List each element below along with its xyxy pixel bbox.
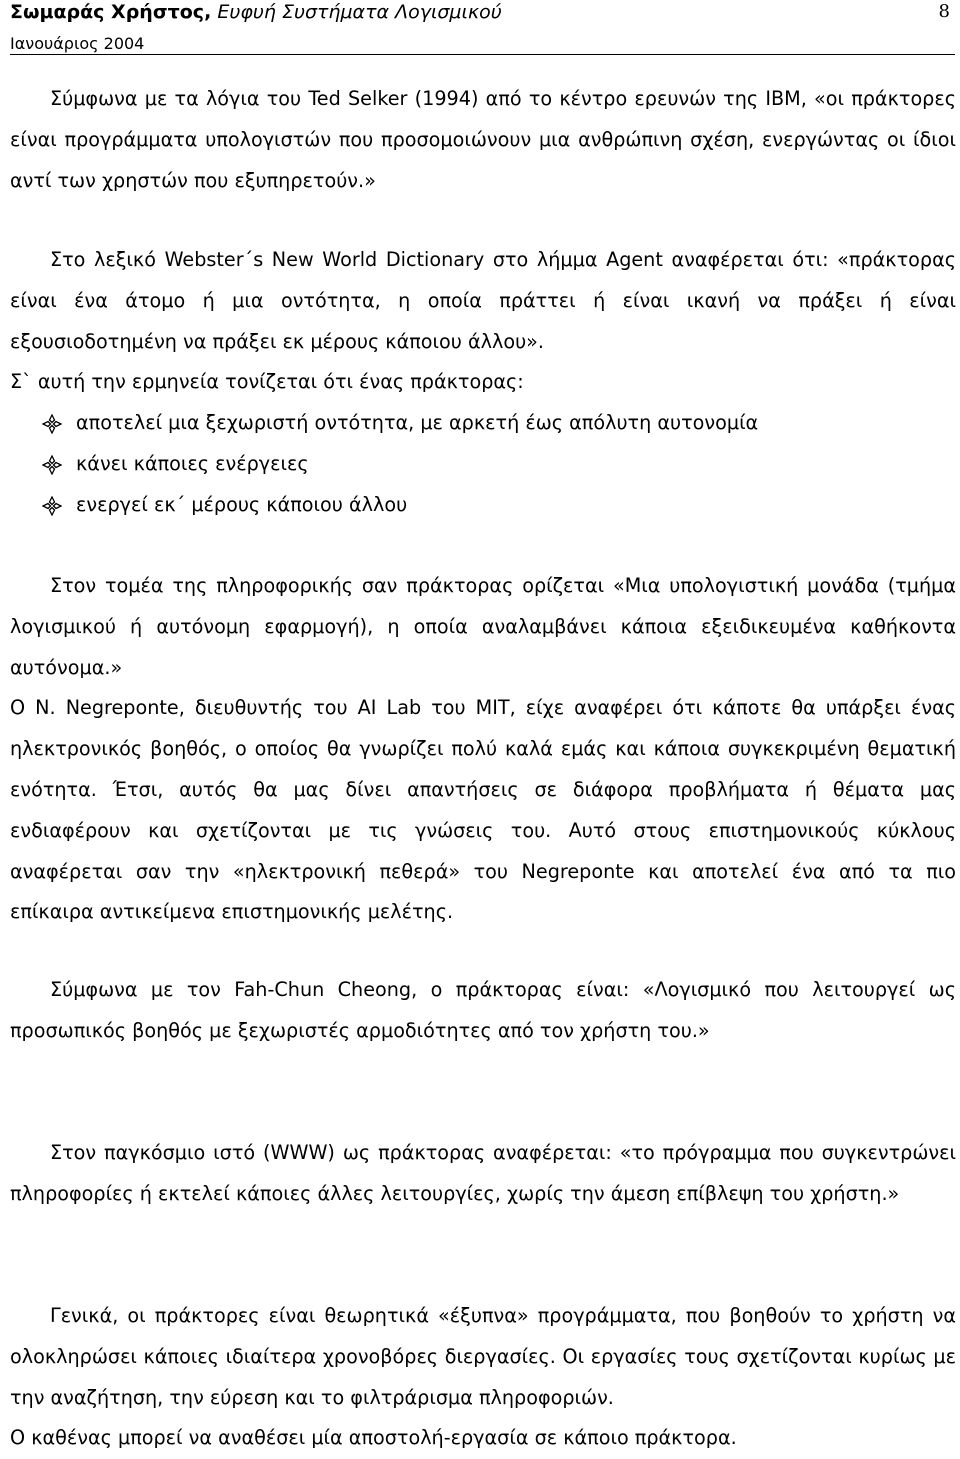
list-item bbox=[10, 485, 956, 526]
paragraph-interpretation: Σ` αυτή την ερμηνεία τονίζεται ότι ένας πράκτορας: bbox=[10, 370, 524, 394]
list-item bbox=[10, 444, 956, 485]
header-subtitle: Ευφυή Συστήματα Λογισμικού bbox=[217, 1, 502, 23]
list-item bbox=[10, 403, 956, 444]
paragraph-block-selker bbox=[10, 79, 956, 201]
bullet-text: αποτελεί μια ξεχωριστή οντότητα, με αρκετή έως απόλυτη αυτονομία bbox=[76, 411, 759, 435]
paragraph-block-cheong bbox=[10, 970, 956, 1052]
paragraph-block-general bbox=[10, 1296, 956, 1459]
bullet-text: ενεργεί εκ΄ μέρους κάποιου άλλου bbox=[76, 492, 408, 516]
diamond-bullet-icon bbox=[42, 455, 62, 475]
paragraph-negroponte: Ο Ν. Negreponte, διευθυντής του AI Lab του MIT, είχε αναφέρει ότι κάποτε θα υπάρξει ένας ηλεκτρονικός βοηθός, ο οποίος θα γνωρίζει πολύ καλά εμάς και κάποια συγκεκριμένη θεματική ενότητα. Έτσι, αυτός θα μας δίνει απαντήσεις σε διάφορα προβλήματα ή θέματα μας ενδιαφέρουν και σχετίζονται με τις γνώσεις του. Αυτό στους επιστημονικούς κύκλους αναφέρεται σαν την «ηλεκτρονική πεθερά» του Negreponte και αποτελεί ένα από τα πιο επίκαιρα αντικείμενα επιστημονικής μελέτης. bbox=[10, 696, 956, 924]
header-title bbox=[10, 1, 502, 23]
bullet-list bbox=[10, 403, 956, 525]
paragraph-selker: Σύμφωνα με τα λόγια του Ted Selker (1994) από το κέντρο ερευνών της IBM, «οι πράκτορες είναι προγράμματα υπολογιστών που προσομοιώνουν μια ανθρώπινη σχέση, ενεργώντας οι ίδιοι αντί των χρηστών που εξυπηρετούν.» bbox=[10, 87, 956, 192]
diamond-bullet-icon bbox=[42, 414, 62, 434]
paragraph-webster: Στο λεξικό Webster΄s New World Dictionary στο λήμμα Agent αναφέρεται ότι: «πράκτορας είναι ένα άτομο ή μια οντότητα, η οποία πράττει ή είναι ικανή να πράξει ή είναι εξουσιοδοτημένη να πράξει εκ μέρους κάποιου άλλου». bbox=[10, 248, 956, 353]
page-header bbox=[10, 0, 955, 56]
paragraph-general: Γενικά, οι πράκτορες είναι θεωρητικά «έξυπνα» προγράμματα, που βοηθούν το χρήστη να ολοκληρώσει κάποιες ιδιαίτερα χρονοβόρες διεργασίες. Οι εργασίες τους σχετίζονται κυρίως με την αναζήτηση, την εύρεση και το φιλτράρισμα πληροφοριών. bbox=[10, 1304, 956, 1409]
paragraph-informatics: Στον τομέα της πληροφορικής σαν πράκτορας ορίζεται «Μια υπολογιστική μονάδα (τμήμα λογισμικού ή αυτόνομη εφαρμογή), η οποία αναλαμβάνει κάποια εξειδικευμένα καθήκοντα αυτόνομα.» bbox=[10, 574, 956, 679]
bullet-text: κάνει κάποιες ενέργειες bbox=[76, 451, 309, 475]
paragraph-cheong: Σύμφωνα με τον Fah-Chun Cheong, ο πράκτορας είναι: «Λογισμικό που λειτουργεί ως προσωπικός βοηθός με ξεχωριστές αρμοδιότητες από τον χρήστη του.» bbox=[10, 978, 956, 1042]
diamond-bullet-icon bbox=[42, 496, 62, 516]
header-date: Ιανουάριος 2004 bbox=[10, 34, 145, 53]
paragraph-www: Στον παγκόσμιο ιστό (WWW) ως πράκτορας αναφέρεται: «το πρόγραμμα που συγκεντρώνει πληροφορίες ή εκτελεί κάποιες άλλες λειτουργίες, χωρίς την άμεση επίβλεψη του χρήστη.» bbox=[10, 1141, 956, 1205]
page-number: 8 bbox=[938, 1, 950, 22]
paragraph-block-informatics bbox=[10, 566, 956, 933]
paragraph-block-www bbox=[10, 1133, 956, 1215]
header-author: Σωμαράς Χρήστος, bbox=[10, 1, 212, 23]
paragraph-assign: Ο καθένας μπορεί να αναθέσει μία αποστολή-εργασία σε κάποιο πράκτορα. bbox=[10, 1426, 737, 1450]
header-divider bbox=[10, 54, 955, 55]
paragraph-block-webster bbox=[10, 240, 956, 526]
